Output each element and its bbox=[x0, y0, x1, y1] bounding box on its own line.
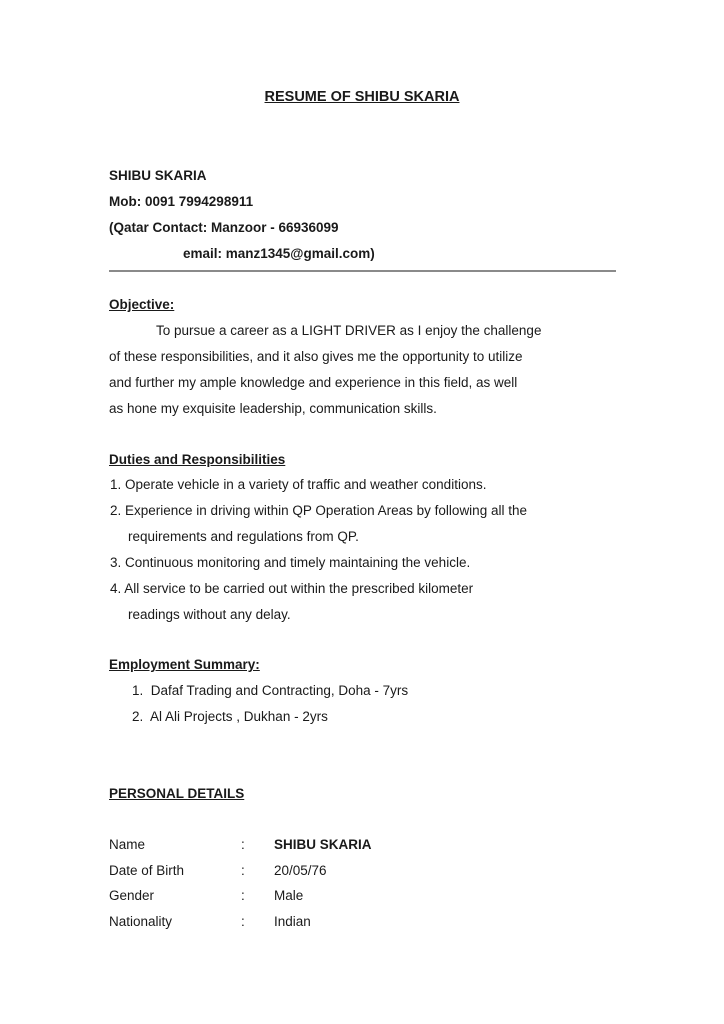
row-sep: : bbox=[241, 837, 245, 852]
objective-line: of these responsibilities, and it also gives me the opportunity to utilize bbox=[109, 349, 523, 364]
employment-heading: Employment Summary: bbox=[109, 657, 260, 672]
row-sep: : bbox=[241, 863, 245, 878]
duty-item: 2. Experience in driving within QP Operation Areas by following all the bbox=[110, 503, 527, 518]
page-title: RESUME OF SHIBU SKARIA bbox=[264, 89, 460, 105]
contact-qatar: (Qatar Contact: Manzoor - 66936099 bbox=[109, 220, 339, 235]
row-label: Date of Birth bbox=[109, 863, 185, 878]
contact-email: email: manz1345@gmail.com) bbox=[183, 246, 375, 261]
duty-item: 4. All service to be carried out within the prescribed kilometer bbox=[110, 581, 474, 596]
row-value: SHIBU SKARIA bbox=[274, 837, 372, 852]
row-label: Gender bbox=[109, 888, 155, 903]
objective-heading: Objective: bbox=[109, 297, 175, 312]
duty-item: 1. Operate vehicle in a variety of traffic and weather conditions. bbox=[110, 477, 487, 492]
row-sep: : bbox=[241, 914, 245, 929]
employment-item: 2. Al Ali Projects , Dukhan - 2yrs bbox=[132, 709, 328, 724]
objective-line: as hone my exquisite leadership, communication skills. bbox=[109, 401, 437, 416]
duty-item-cont: readings without any delay. bbox=[128, 607, 291, 622]
row-value: 20/05/76 bbox=[274, 863, 327, 878]
personal-heading: PERSONAL DETAILS bbox=[109, 786, 245, 801]
objective-line: To pursue a career as a LIGHT DRIVER as I enjoy the challenge bbox=[156, 323, 542, 338]
row-sep: : bbox=[241, 888, 245, 903]
duty-item-cont: requirements and regulations from QP. bbox=[128, 529, 359, 544]
duties-heading: Duties and Responsibilities bbox=[109, 452, 286, 467]
contact-name: SHIBU SKARIA bbox=[109, 168, 207, 183]
objective-line: and further my ample knowledge and experience in this field, as well bbox=[109, 375, 518, 390]
employment-item: 1. Dafaf Trading and Contracting, Doha - 7yrs bbox=[132, 683, 409, 698]
row-value: Male bbox=[274, 888, 304, 903]
duty-item: 3. Continuous monitoring and timely maintaining the vehicle. bbox=[110, 555, 471, 570]
contact-mobile: Mob: 0091 7994298911 bbox=[109, 194, 254, 209]
divider bbox=[109, 270, 616, 272]
row-label: Name bbox=[109, 837, 146, 852]
row-label: Nationality bbox=[109, 914, 173, 929]
row-value: Indian bbox=[274, 914, 311, 929]
